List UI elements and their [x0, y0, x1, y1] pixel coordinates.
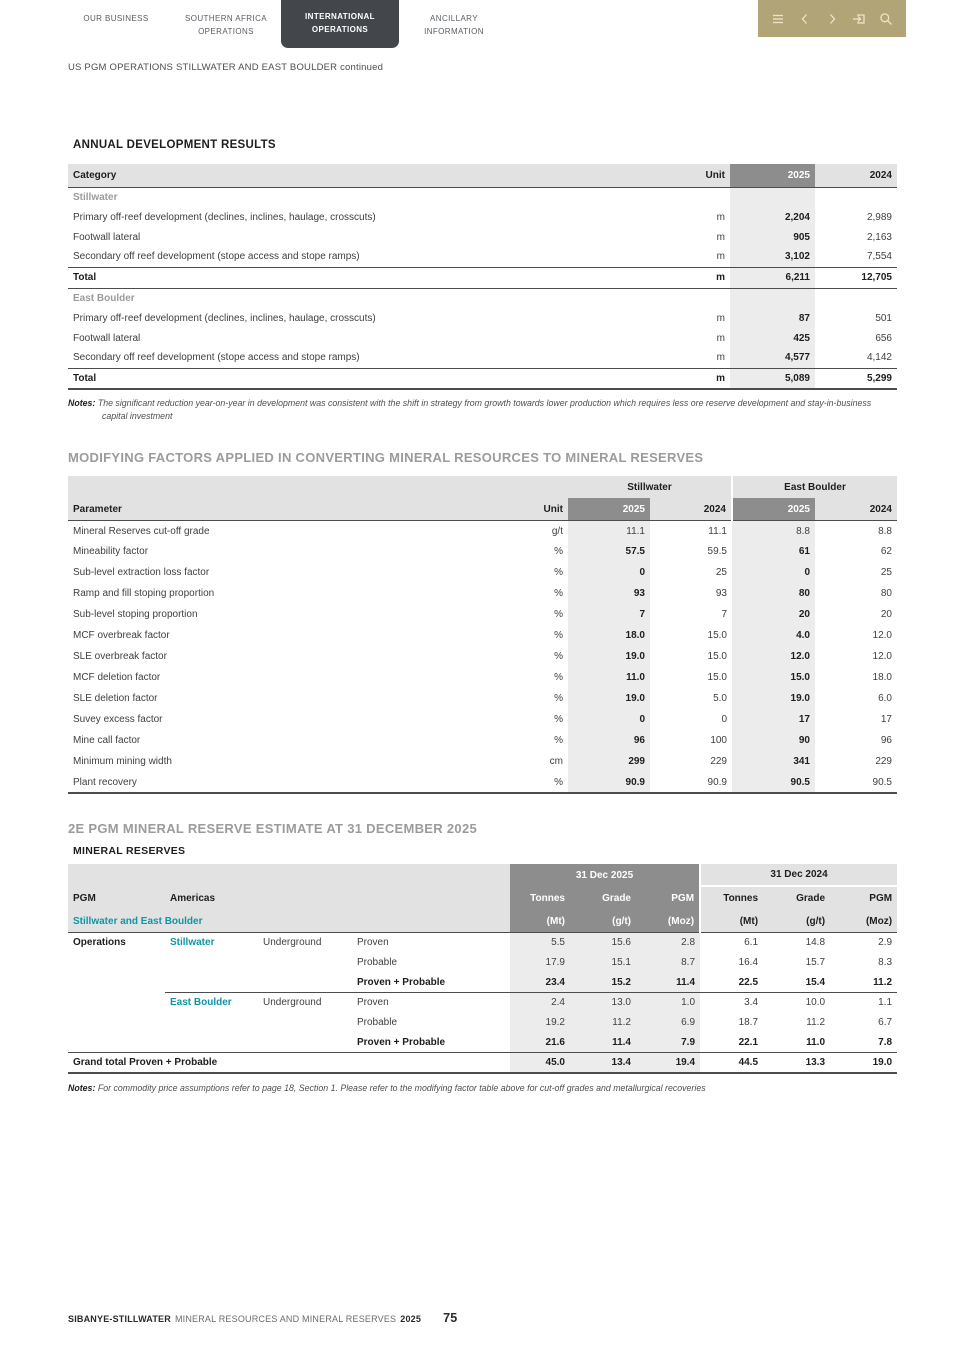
east-boulder-2024-cell: 96	[880, 735, 892, 747]
unit-cell: %	[554, 567, 563, 579]
unit-cell: cm	[549, 756, 563, 768]
notes-label: Notes:	[68, 1083, 96, 1094]
subsection-title-mineral-reserves: MINERAL RESERVES	[73, 845, 186, 858]
column-header-pgm-2025: PGM	[636, 886, 700, 910]
stillwater-2025-cell: 299	[568, 751, 650, 772]
column-header-grade-2025: Grade	[570, 886, 636, 910]
mining-type-cell: Underground	[258, 992, 352, 1012]
parameter-cell: SLE deletion factor	[73, 693, 158, 705]
table-row	[68, 972, 897, 992]
unit-cell: g/t	[551, 525, 563, 537]
grade-2024-cell: 11.2	[806, 1016, 826, 1028]
tonnes-2024-cell: 6.1	[744, 937, 759, 949]
table-row	[68, 583, 897, 604]
utility-toolbar	[758, 0, 906, 37]
date-group-header-row	[68, 864, 897, 886]
operation-name-cell	[165, 1032, 258, 1052]
column-header-pgm-2024: PGM	[830, 886, 897, 910]
value-2024-cell: 7,554	[866, 251, 892, 263]
chevron-left-icon[interactable]	[798, 12, 812, 26]
tonnes-2024-cell: 22.5	[738, 976, 759, 988]
unit-cell	[640, 288, 730, 308]
unit-cell: m	[640, 368, 730, 389]
group-name-cell: Stillwater	[73, 191, 118, 203]
column-header-parameter: Parameter	[68, 498, 486, 520]
table-row	[68, 227, 897, 247]
table-row	[68, 952, 897, 972]
tonnes-2025-cell: 2.4	[510, 992, 570, 1012]
parameter-cell: MCF overbreak factor	[73, 630, 170, 642]
column-header-category: Category	[68, 164, 640, 187]
table-row	[68, 247, 897, 267]
mining-type-cell	[258, 952, 352, 972]
breadcrumb: US PGM OPERATIONS STILLWATER AND EAST BOULDER continued	[68, 62, 384, 73]
table-row	[68, 625, 897, 646]
pgm-2025-cell: 11.4	[636, 972, 700, 992]
east-boulder-2025-cell: 341	[732, 751, 815, 772]
east-boulder-2025-cell: 0	[732, 562, 815, 583]
tab-southern-africa-operations[interactable]: SOUTHERN AFRICA OPERATIONS	[184, 14, 267, 36]
tonnes-2024-cell: 3.4	[700, 992, 763, 1012]
nav-tabs	[61, 0, 509, 48]
tonnes-2024-cell: 16.4	[738, 956, 759, 968]
value-2024-cell: 2,989	[866, 211, 892, 223]
east-boulder-2025-cell: 17	[732, 709, 815, 730]
east-boulder-2024-cell: 12.0	[872, 630, 892, 642]
stillwater-2024-cell: 59.5	[707, 546, 727, 558]
grade-2025-cell: 15.6	[570, 932, 636, 952]
pgm-cell	[68, 1012, 165, 1032]
column-header-grade-2024: Grade	[763, 886, 830, 910]
reserve-category-cell: Proven	[352, 992, 510, 1012]
parameter-cell: Mine call factor	[73, 735, 141, 747]
table-row	[68, 932, 897, 952]
stillwater-2025-cell: 19.0	[568, 688, 650, 709]
grade-2025-cell: 15.1	[570, 952, 636, 972]
unit-header-moz-2024: (Moz)	[830, 910, 897, 932]
reserve-category-cell: Probable	[357, 1016, 398, 1028]
east-boulder-2024-cell: 80	[880, 588, 892, 600]
unit-cell	[640, 187, 730, 207]
east-boulder-2025-cell: 90	[732, 730, 815, 751]
development-notes	[68, 397, 886, 423]
value-2025-cell: 2,204	[730, 207, 815, 227]
total-row	[68, 267, 897, 288]
empty-header-cell	[352, 886, 510, 910]
grade-2024-cell: 14.8	[805, 937, 826, 949]
value-2024-cell: 656	[875, 332, 892, 344]
east-boulder-2025-cell: 19.0	[732, 688, 815, 709]
unit-header-row	[68, 910, 897, 932]
unit-cell: %	[554, 630, 563, 642]
value-2024-cell	[815, 187, 897, 207]
column-header-tonnes-2024: Tonnes	[700, 886, 763, 910]
stillwater-2025-cell: 90.9	[568, 772, 650, 793]
tonnes-2025-cell: 23.4	[510, 972, 570, 992]
stillwater-2025-cell: 18.0	[568, 625, 650, 646]
group-header-east-boulder: East Boulder	[732, 476, 897, 498]
mineral-reserves-table	[68, 864, 897, 1074]
east-boulder-2024-cell: 8.8	[878, 525, 892, 537]
footer-brand: SIBANYE-STILLWATER	[68, 1314, 171, 1324]
column-header-americas: Americas	[165, 886, 258, 910]
mining-type-cell	[258, 1012, 352, 1032]
unit-cell: m	[716, 332, 725, 344]
table-row	[68, 688, 897, 709]
parameter-cell: SLE overbreak factor	[73, 651, 167, 663]
column-header-unit: Unit	[640, 164, 730, 187]
value-2025-cell	[730, 187, 815, 207]
value-2025-cell: 425	[730, 328, 815, 348]
unit-cell: %	[554, 546, 563, 558]
parameter-cell: Minimum mining width	[73, 756, 172, 768]
stillwater-2025-cell: 96	[568, 730, 650, 751]
pgm-cell	[68, 952, 165, 972]
value-2025-cell: 905	[730, 227, 815, 247]
grand-total-pgm-2024: 19.0	[830, 1052, 897, 1073]
grand-total-grade-2024: 13.3	[763, 1052, 830, 1073]
pgm-2025-cell: 2.8	[636, 932, 700, 952]
unit-cell: %	[554, 714, 563, 726]
east-boulder-2024-cell: 17	[880, 714, 892, 726]
value-2025-cell: 3,102	[730, 247, 815, 267]
reserve-category-cell: Proven + Probable	[357, 976, 446, 988]
table-row	[68, 667, 897, 688]
tonnes-2024-cell: 18.7	[738, 1016, 759, 1028]
tab-our-business[interactable]: OUR BUSINESS	[83, 14, 149, 23]
value-2025-cell	[730, 288, 815, 308]
parameter-cell: Sub-level stoping proportion	[73, 609, 198, 621]
pgm-cell: Operations	[73, 937, 126, 949]
notes-text: For commodity price assumptions refer to page 18, Section 1. Please refer to the modifying factor table above for cut-off grades and metallurgical recoveries	[97, 1083, 706, 1094]
pgm-cell	[68, 972, 165, 992]
stillwater-2024-cell: 15.0	[707, 630, 727, 642]
tab-international-operations[interactable]: INTERNATIONAL OPERATIONS	[281, 0, 399, 48]
category-cell: Primary off-reef development (declines, inclines, haulage, crosscuts)	[73, 312, 376, 324]
stillwater-2025-cell: 19.0	[568, 646, 650, 667]
menu-icon[interactable]	[771, 12, 785, 26]
reserves-notes	[68, 1082, 886, 1095]
notes-text: The significant reduction year-on-year in development was consistent with the shift in strategy from growth towards lower production which requires less ore reserve development and stay-in-business capital investment	[97, 398, 872, 422]
reserve-category-cell: Proven	[357, 937, 389, 949]
group-header-stillwater: Stillwater	[568, 476, 732, 498]
group-name-cell: East Boulder	[73, 292, 135, 304]
value-2025-cell: 6,211	[730, 267, 815, 288]
column-header-pgm: PGM	[68, 886, 165, 910]
column-header-stillwater-2025: 2025	[568, 498, 650, 520]
modifying-factors-table	[68, 476, 897, 794]
group-header-31-dec-2024: 31 Dec 2024	[700, 864, 897, 886]
east-boulder-2025-cell: 90.5	[732, 772, 815, 793]
stillwater-2024-cell: 11.1	[708, 525, 727, 537]
mining-type-cell: Underground	[263, 937, 322, 949]
section-title-annual-development: ANNUAL DEVELOPMENT RESULTS	[73, 139, 276, 151]
table-row	[68, 348, 897, 368]
table-row	[68, 730, 897, 751]
stillwater-2024-cell: 15.0	[707, 651, 727, 663]
total-label-cell: Total	[68, 368, 640, 389]
east-boulder-2024-cell: 229	[875, 756, 892, 768]
footer-year: 2025	[400, 1314, 422, 1324]
table-row	[68, 1032, 897, 1052]
table-row	[68, 751, 897, 772]
east-boulder-2025-cell: 80	[732, 583, 815, 604]
measure-header-row	[68, 886, 897, 910]
back-to-contents-icon[interactable]	[852, 12, 866, 26]
grand-total-pgm-2025: 19.4	[636, 1052, 700, 1073]
grand-total-tonnes-2024: 44.5	[700, 1052, 763, 1073]
stillwater-2024-cell: 7	[721, 609, 727, 621]
unit-cell: m	[716, 251, 725, 263]
pgm-cell	[68, 1032, 165, 1052]
grand-total-grade-2025: 13.4	[570, 1052, 636, 1073]
tab-ancillary-information[interactable]: ANCILLARY INFORMATION	[424, 14, 484, 36]
unit-cell: %	[554, 609, 563, 621]
value-2024-cell: 12,705	[815, 267, 897, 288]
unit-header-gt-2024: (g/t)	[763, 910, 830, 932]
table-row	[68, 709, 897, 730]
unit-cell: %	[554, 693, 563, 705]
parameter-cell: MCF deletion factor	[73, 672, 161, 684]
column-header-2025: 2025	[730, 164, 815, 187]
stillwater-2024-cell: 100	[710, 735, 727, 747]
tonnes-2025-cell: 19.2	[510, 1012, 570, 1032]
operation-name-cell: Stillwater	[170, 937, 215, 949]
notes-label: Notes:	[68, 398, 96, 408]
east-boulder-2025-cell: 20	[732, 604, 815, 625]
table-header-row	[68, 498, 897, 520]
empty-header-cell	[68, 864, 510, 886]
stillwater-2024-cell: 15.0	[707, 672, 727, 684]
unit-cell: %	[554, 735, 563, 747]
parameter-cell: Mineability factor	[73, 546, 149, 558]
top-navigation	[0, 0, 965, 48]
group-header-row	[68, 187, 897, 207]
page-number: 75	[443, 1311, 458, 1325]
pgm-2024-cell: 8.3	[878, 956, 893, 968]
table-row	[68, 562, 897, 583]
tonnes-2025-cell: 21.6	[510, 1032, 570, 1052]
unit-cell: m	[716, 312, 725, 324]
table-header-row	[68, 164, 897, 187]
grade-2025-cell: 11.2	[570, 1012, 636, 1032]
east-boulder-2024-cell: 18.0	[872, 672, 892, 684]
pgm-2024-cell: 6.7	[878, 1016, 893, 1028]
grand-total-row	[68, 1052, 897, 1073]
category-cell: Footwall lateral	[73, 231, 141, 243]
east-boulder-2025-cell: 4.0	[732, 625, 815, 646]
table-row	[68, 328, 897, 348]
column-header-tonnes-2025: Tonnes	[510, 886, 570, 910]
pgm-2024-cell: 7.8	[878, 1036, 893, 1048]
stillwater-2024-cell: 90.9	[650, 772, 732, 793]
value-2025-cell: 87	[730, 308, 815, 328]
chevron-right-icon[interactable]	[825, 12, 839, 26]
stillwater-2025-cell: 7	[568, 604, 650, 625]
table-row	[68, 1012, 897, 1032]
stillwater-2024-cell: 93	[715, 588, 727, 600]
stillwater-2024-cell: 0	[721, 714, 727, 726]
empty-header-cell	[258, 886, 352, 910]
table-row	[68, 646, 897, 667]
east-boulder-2024-cell: 62	[880, 546, 892, 558]
table-row	[68, 604, 897, 625]
pgm-2025-cell: 6.9	[636, 1012, 700, 1032]
east-boulder-2024-cell: 12.0	[872, 651, 892, 663]
pgm-2024-cell: 2.9	[878, 937, 893, 949]
table-row	[68, 772, 897, 793]
table-row	[68, 541, 897, 562]
unit-cell: m	[640, 267, 730, 288]
column-header-2024: 2024	[815, 164, 897, 187]
east-boulder-2025-cell: 12.0	[732, 646, 815, 667]
parameter-cell: Mineral Reserves cut-off grade	[73, 525, 210, 537]
stillwater-2025-cell: 0	[568, 709, 650, 730]
value-2024-cell: 2,163	[866, 231, 892, 243]
value-2024-cell: 501	[875, 312, 892, 324]
grade-2024-cell: 10.0	[763, 992, 830, 1012]
region-label: Stillwater and East Boulder	[68, 910, 510, 932]
unit-cell: %	[486, 772, 568, 793]
column-header-east-boulder-2025: 2025	[732, 498, 815, 520]
page-footer	[68, 1311, 457, 1325]
table-row	[68, 207, 897, 227]
stillwater-2025-cell: 57.5	[568, 541, 650, 562]
stillwater-2025-cell: 93	[568, 583, 650, 604]
category-cell: Secondary off reef development (stope access and stope ramps)	[73, 251, 360, 263]
unit-cell: %	[554, 651, 563, 663]
pgm-2024-cell: 1.1	[830, 992, 897, 1012]
unit-header-mt-2025: (Mt)	[510, 910, 570, 932]
value-2024-cell: 4,142	[866, 352, 892, 364]
tonnes-2025-cell: 5.5	[510, 932, 570, 952]
grade-2025-cell: 15.2	[570, 972, 636, 992]
unit-cell: %	[554, 588, 563, 600]
total-label-cell: Total	[68, 267, 640, 288]
column-header-stillwater-2024: 2024	[650, 498, 732, 520]
grand-total-tonnes-2025: 45.0	[510, 1052, 570, 1073]
footer-title: MINERAL RESOURCES AND MINERAL RESERVES	[174, 1314, 397, 1324]
mining-type-cell	[258, 972, 352, 992]
section-title-modifying-factors: MODIFYING FACTORS APPLIED IN CONVERTING MINERAL RESOURCES TO MINERAL RESERVES	[68, 450, 704, 466]
value-2025-cell: 4,577	[730, 348, 815, 368]
category-cell: Primary off-reef development (declines, inclines, haulage, crosscuts)	[73, 211, 376, 223]
east-boulder-2024-cell: 20	[880, 609, 892, 621]
stillwater-2025-cell: 11.1	[568, 520, 650, 541]
stillwater-2024-cell: 5.0	[713, 693, 727, 705]
table-row	[68, 992, 897, 1012]
column-header-east-boulder-2024: 2024	[815, 498, 897, 520]
east-boulder-2025-cell: 8.8	[732, 520, 815, 541]
mining-type-cell	[258, 1032, 352, 1052]
east-boulder-2024-cell: 25	[880, 567, 892, 579]
unit-header-gt-2025: (g/t)	[570, 910, 636, 932]
category-cell: Footwall lateral	[73, 332, 141, 344]
group-header-row	[68, 288, 897, 308]
annual-development-table	[68, 164, 897, 390]
pgm-cell	[68, 992, 165, 1012]
pgm-2025-cell: 7.9	[636, 1032, 700, 1052]
column-header-unit: Unit	[486, 498, 568, 520]
table-row	[68, 520, 897, 541]
grade-2024-cell: 15.4	[805, 976, 826, 988]
parameter-cell: Sub-level extraction loss factor	[73, 567, 210, 579]
operation-name-cell	[165, 1012, 258, 1032]
tonnes-2025-cell: 17.9	[510, 952, 570, 972]
total-row	[68, 368, 897, 389]
operation-name-cell	[165, 972, 258, 992]
stillwater-2024-cell: 25	[715, 567, 727, 579]
east-boulder-2024-cell: 90.5	[815, 772, 897, 793]
search-icon[interactable]	[879, 12, 893, 26]
group-header-31-dec-2025: 31 Dec 2025	[510, 864, 700, 886]
group-header-row	[68, 476, 897, 498]
grand-total-label: Grand total Proven + Probable	[68, 1052, 510, 1073]
unit-cell: m	[716, 211, 725, 223]
empty-header-cell	[68, 476, 568, 498]
stillwater-2024-cell: 229	[710, 756, 727, 768]
parameter-cell: Suvey excess factor	[73, 714, 163, 726]
unit-header-mt-2024: (Mt)	[700, 910, 763, 932]
east-boulder-2025-cell: 15.0	[732, 667, 815, 688]
tonnes-2024-cell: 22.1	[738, 1036, 759, 1048]
pgm-2024-cell: 11.2	[873, 976, 893, 988]
grade-2024-cell: 15.7	[805, 956, 826, 968]
stillwater-2025-cell: 11.0	[568, 667, 650, 688]
table-row	[68, 308, 897, 328]
operation-name-cell	[165, 952, 258, 972]
stillwater-2025-cell: 0	[568, 562, 650, 583]
grade-2024-cell: 11.0	[806, 1036, 826, 1048]
east-boulder-2025-cell: 61	[732, 541, 815, 562]
parameter-cell: Plant recovery	[68, 772, 486, 793]
operation-name-cell: East Boulder	[165, 992, 258, 1012]
unit-cell: %	[554, 672, 563, 684]
pgm-2025-cell: 8.7	[636, 952, 700, 972]
grade-2025-cell: 13.0	[570, 992, 636, 1012]
unit-cell: m	[716, 231, 725, 243]
value-2024-cell	[815, 288, 897, 308]
reserve-category-cell: Probable	[357, 956, 398, 968]
unit-header-moz-2025: (Moz)	[636, 910, 700, 932]
section-title-reserve-estimate: 2E PGM MINERAL RESERVE ESTIMATE AT 31 DECEMBER 2025	[68, 821, 478, 837]
unit-cell: m	[716, 352, 725, 364]
reserve-category-cell: Proven + Probable	[357, 1036, 446, 1048]
pgm-2025-cell: 1.0	[636, 992, 700, 1012]
grade-2025-cell: 11.4	[570, 1032, 636, 1052]
parameter-cell: Ramp and fill stoping proportion	[73, 588, 215, 600]
category-cell: Secondary off reef development (stope access and stope ramps)	[73, 352, 360, 364]
value-2025-cell: 5,089	[730, 368, 815, 389]
value-2024-cell: 5,299	[815, 368, 897, 389]
east-boulder-2024-cell: 6.0	[878, 693, 892, 705]
